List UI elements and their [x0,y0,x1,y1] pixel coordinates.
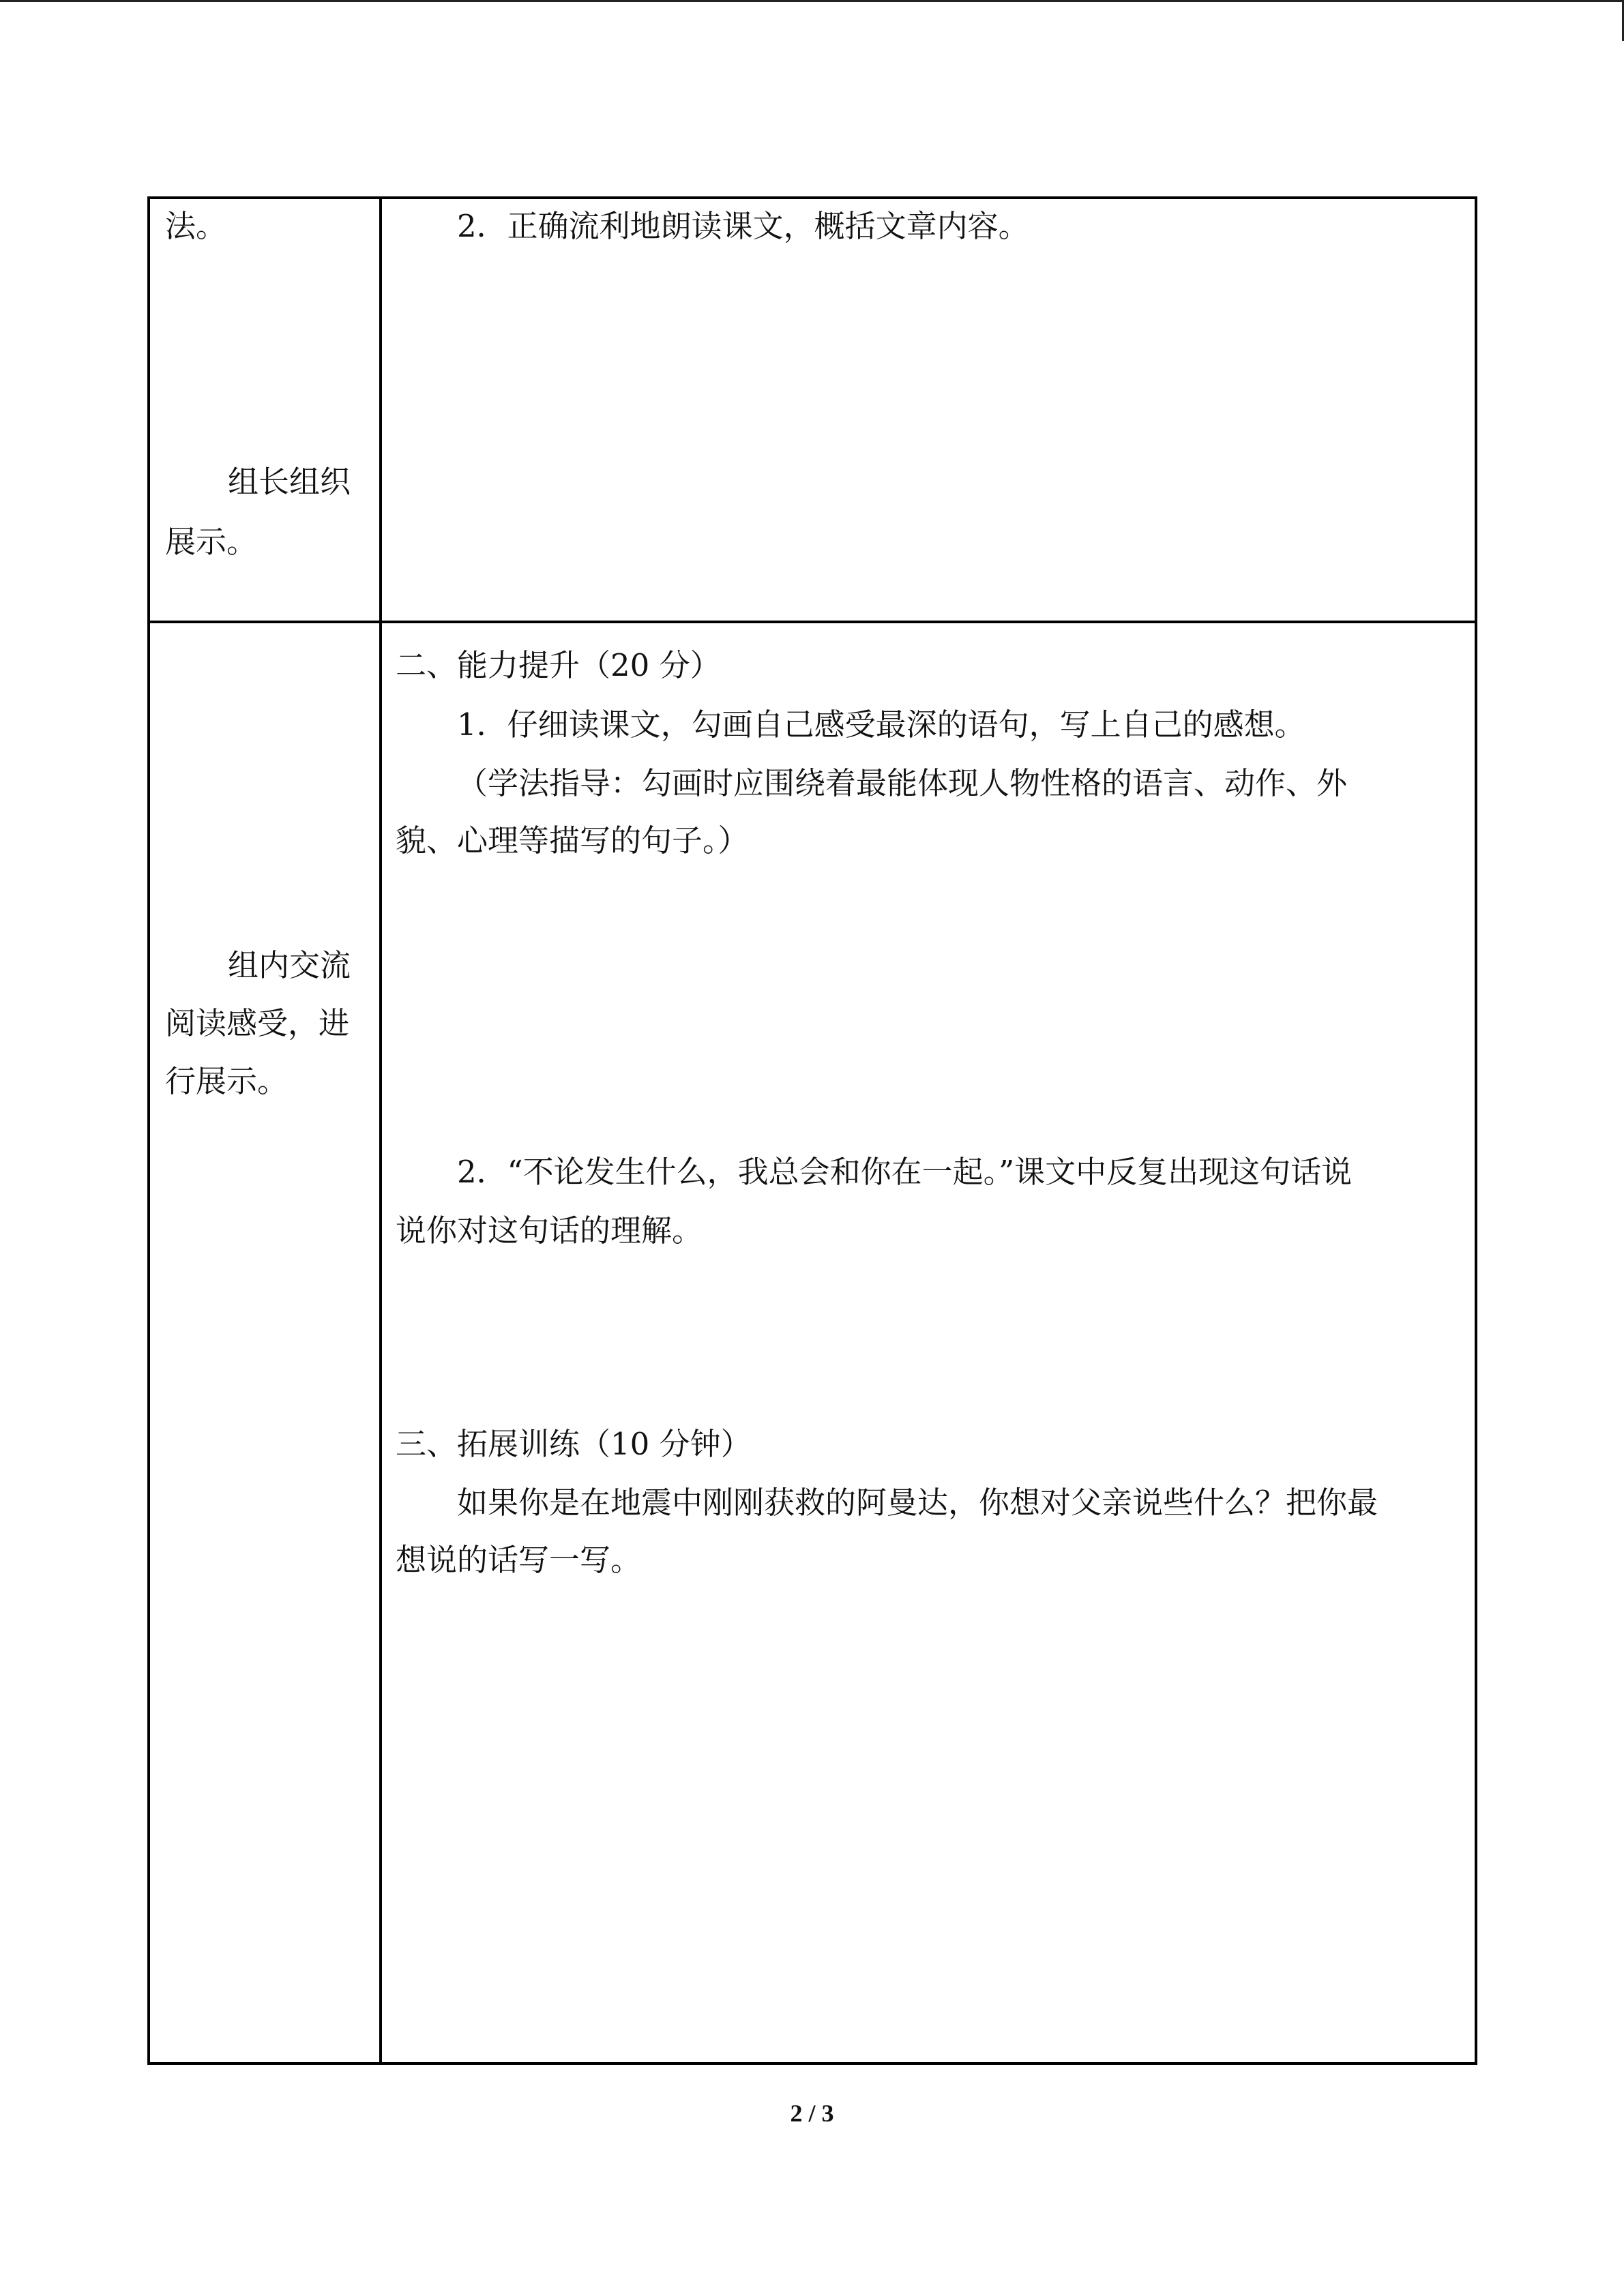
task-read-aloud: 2．正确流利地朗读课文，概括文章内容。 [457,208,1029,244]
row-divider [150,621,1475,623]
worksheet-table [147,196,1477,2065]
left-row1-text-1: 法。 [165,208,227,244]
question-1-hint-line-2: 貌、心理等描写的句子。） [396,822,749,859]
section-heading-ability: 二、能力提升（20 分） [396,647,721,683]
left-row2-text-3: 行展示。 [165,1063,289,1099]
page-top-border [0,0,1624,2]
left-row2-text-2: 阅读感受，进 [165,1005,350,1041]
section-heading-extension: 三、拓展训练（10 分钟） [396,1426,752,1462]
question-2-line-1: 2．“不论发生什么，我总会和你在一起。”课文中反复出现这句话说 [457,1154,1353,1190]
left-row1-text-3: 展示。 [165,524,258,560]
column-divider [379,199,382,2062]
question-3-line-1: 如果你是在地震中刚刚获救的阿曼达，你想对父亲说些什么？把你最 [457,1485,1378,1521]
left-row1-text-2: 组长组织 [228,464,351,500]
question-3-line-2: 想说的话写一写。 [396,1542,642,1578]
question-1: 1．仔细读课文，勾画自己感受最深的语句，写上自己的感想。 [457,706,1305,743]
left-row2-text-1: 组内交流 [228,947,351,983]
page-number: 2 / 3 [790,2100,834,2127]
question-2-line-2: 说你对这句话的理解。 [396,1212,703,1249]
question-1-hint-line-1: （学法指导：勾画时应围绕着最能体现人物性格的语言、动作、外 [457,765,1348,801]
